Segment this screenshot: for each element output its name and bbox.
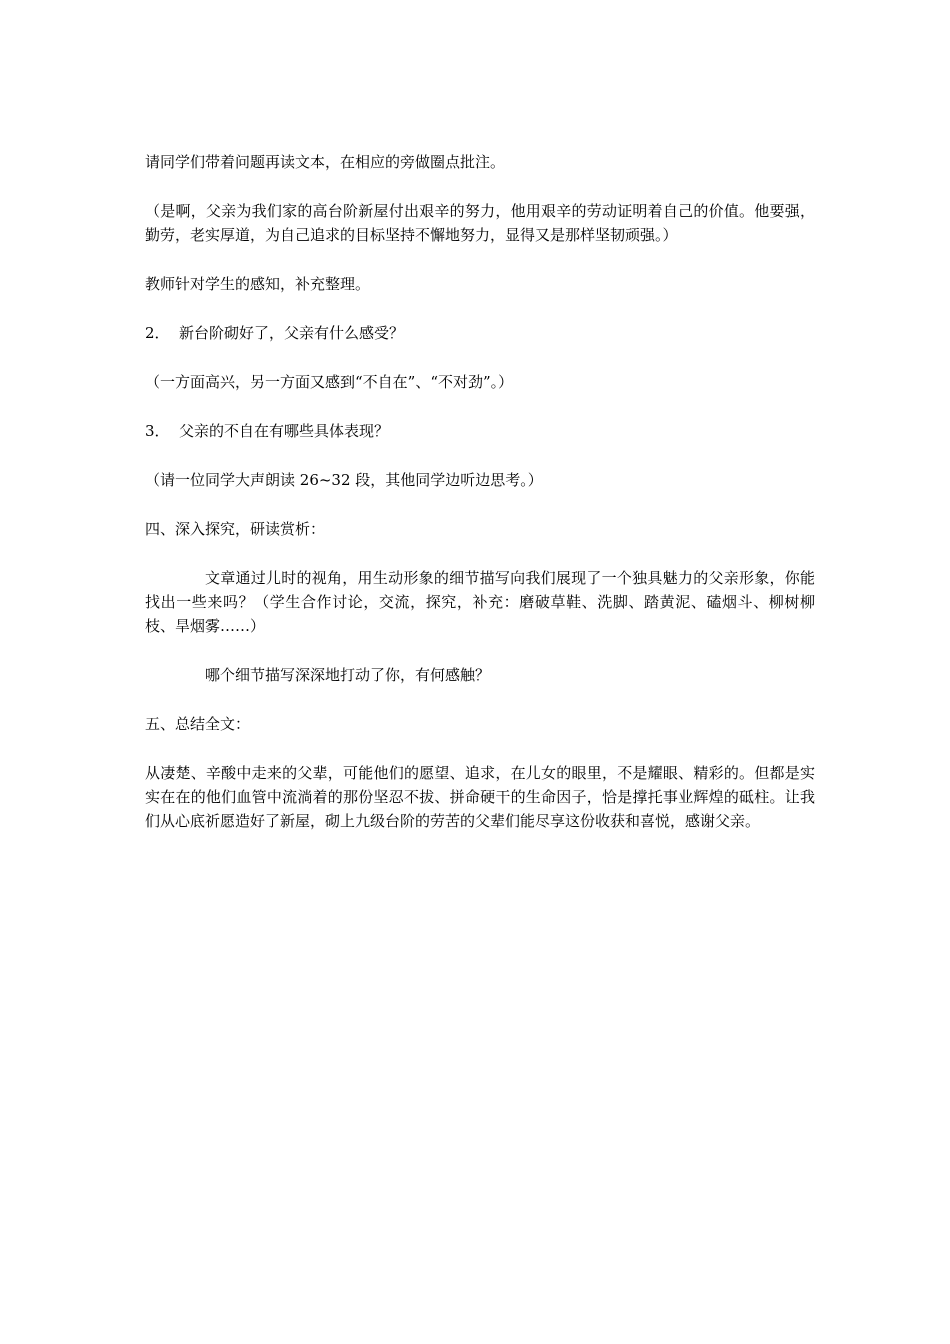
section-heading-5: 五、总结全文： — [145, 715, 251, 733]
answer-2-paragraph: （一方面高兴，另一方面又感到“不自在”、“不对劲”。） — [145, 373, 514, 391]
teacher-note-paragraph: 教师针对学生的感知，补充整理。 — [145, 275, 371, 293]
question-text: 父亲的不自在有哪些具体表现？ — [179, 422, 390, 440]
answer-paragraph: （是啊，父亲为我们家的高台阶新屋付出艰辛的努力，他用艰辛的劳动证明着自己的价值。他要强，勤劳，老实厚道，为自己追求的目标坚持不懈地努力，显得又是那样坚韧顽强。） — [145, 202, 815, 244]
instruction-paragraph: 请同学们带着问题再读文本，在相应的旁做圈点批注。 — [145, 153, 506, 171]
summary-paragraph: 从凄楚、辛酸中走来的父辈，可能他们的愿望、追求，在儿女的眼里，不是耀眼、精彩的。但都是实实在在的他们血管中流淌着的那份坚忍不拔、拼命硬干的生命因子，恰是撑托事业辉煌的砥柱。让我们从心底祈愿造好了新屋，砌上九级台阶的劳苦的父辈们能尽享这份收获和喜悦，感谢父亲。 — [145, 764, 815, 830]
document-body — [145, 150, 815, 858]
question-text: 新台阶砌好了，父亲有什么感受？ — [179, 324, 405, 342]
reading-instruction-paragraph: （请一位同学大声朗读 26~32 段，其他同学边听边思考。） — [145, 471, 543, 489]
question-2 — [145, 321, 815, 345]
detail-analysis-paragraph: 文章通过儿时的视角，用生动形象的细节描写向我们展现了一个独具魅力的父亲形象，你能找出一些来吗？（学生合作讨论，交流，探究，补充：磨破草鞋、洗脚、踏黄泥、磕烟斗、柳树柳枝、旱烟雾……） — [145, 569, 815, 635]
question-3 — [145, 419, 815, 443]
question-number: 2． — [145, 324, 170, 342]
question-number: 3． — [145, 422, 170, 440]
section-heading-4: 四、深入探究，研读赏析： — [145, 520, 326, 538]
reflection-question-paragraph: 哪个细节描写深深地打动了你，有何感触？ — [205, 666, 491, 684]
